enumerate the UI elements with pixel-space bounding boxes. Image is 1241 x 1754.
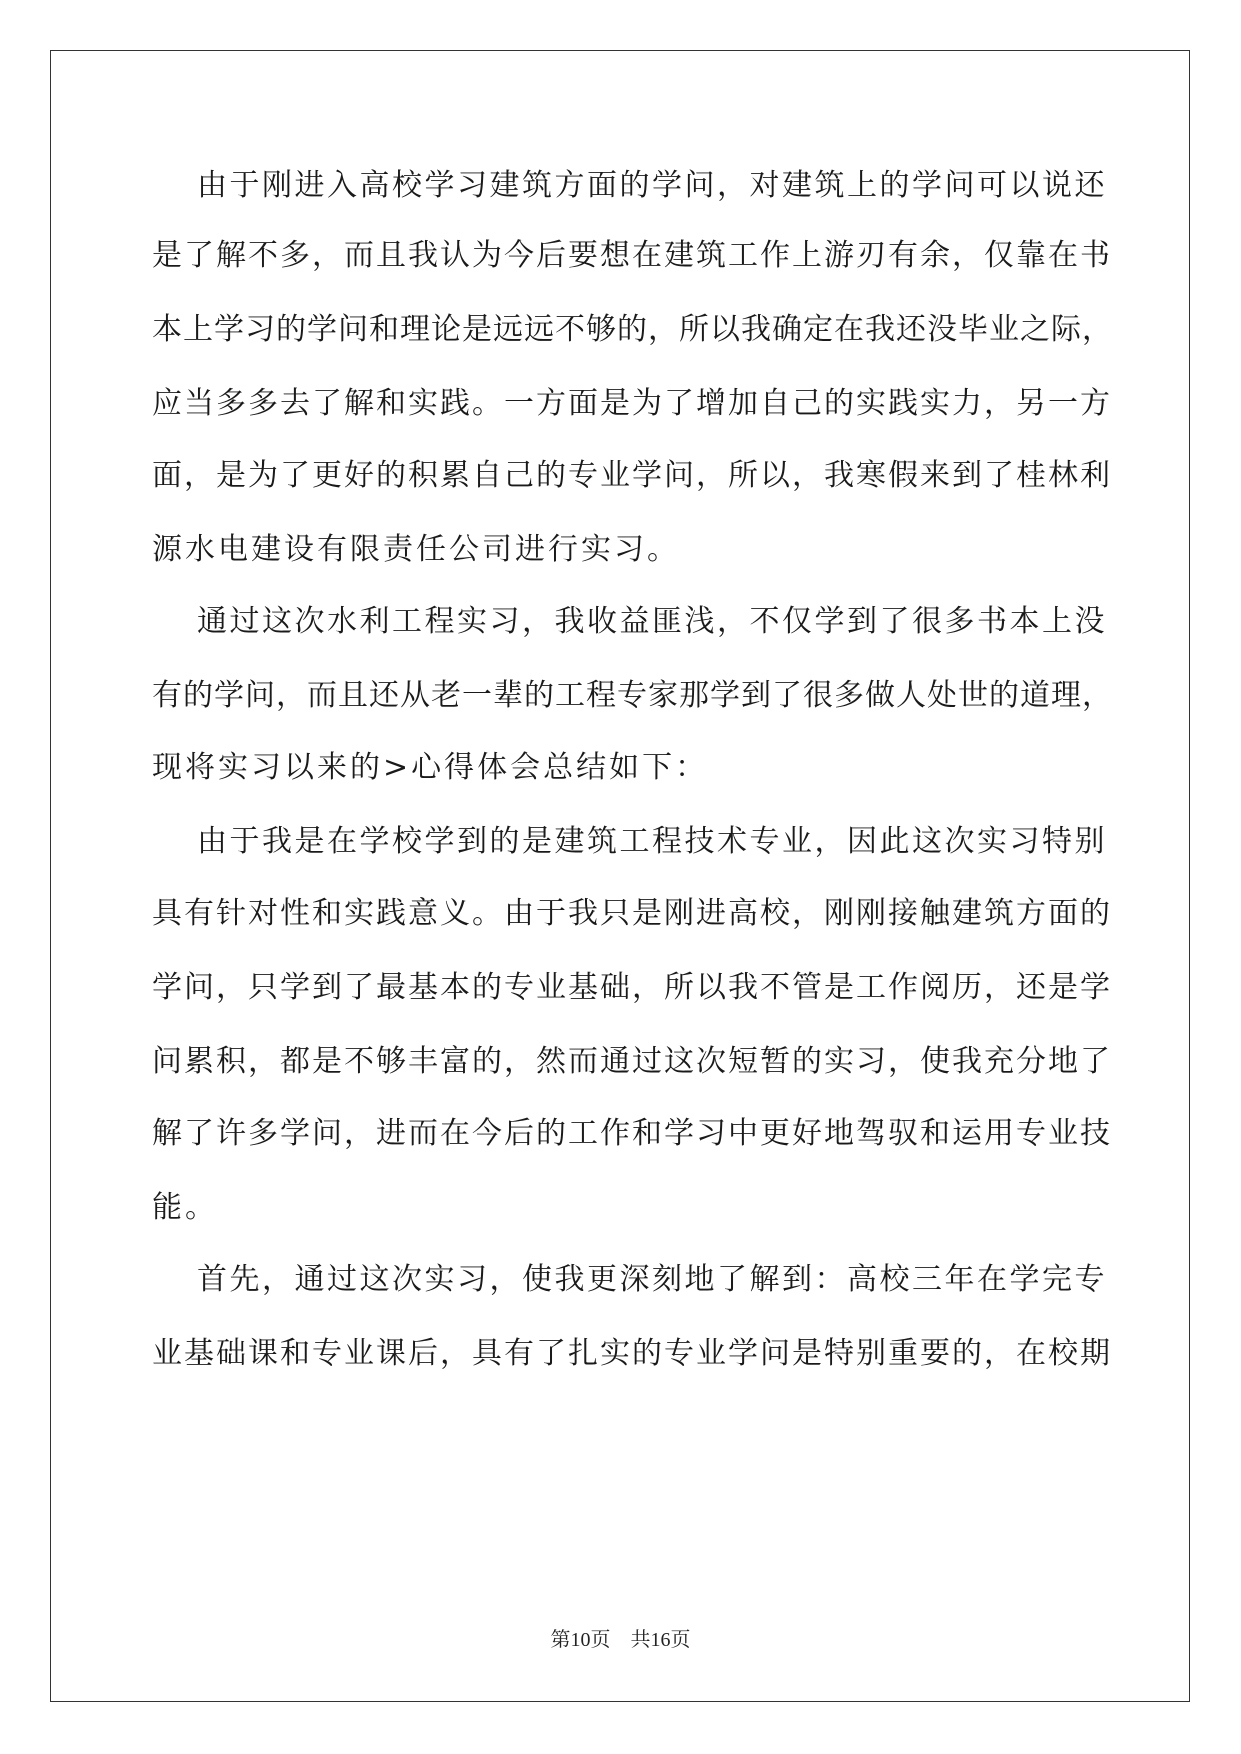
paragraph-3-line-5: 解了许多学问，进而在今后的工作和学习中更好地驾驭和运用专业技 [152, 1116, 1112, 1151]
paragraph-2-line-1: 通过这次水利工程实习，我收益匪浅，不仅学到了很多书本上没 [197, 604, 1107, 639]
paragraph-3-line-1: 由于我是在学校学到的是建筑工程技术专业，因此这次实习特别 [197, 824, 1107, 859]
paragraph-3-line-2: 具有针对性和实践意义。由于我只是刚进高校，刚刚接触建筑方面的 [152, 896, 1112, 931]
paragraph-3-line-6: 能。 [152, 1190, 218, 1225]
paragraph-1-line-6: 源水电建设有限责任公司进行实习。 [152, 532, 680, 567]
paragraph-1-line-3: 本上学习的学问和理论是远远不够的，所以我确定在我还没毕业之际， [152, 312, 1113, 347]
paragraph-3-line-4: 问累积，都是不够丰富的，然而通过这次短暂的实习，使我充分地了 [152, 1044, 1112, 1079]
paragraph-1-line-5: 面，是为了更好的积累自己的专业学问，所以，我寒假来到了桂林利 [152, 458, 1112, 493]
page-number-footer: 第10页 共16页 [550, 1629, 691, 1651]
paragraph-2-line-3: 现将实习以来的>心得体会总结如下： [152, 750, 709, 785]
paragraph-4-line-2: 业基础课和专业课后，具有了扎实的专业学问是特别重要的，在校期 [152, 1336, 1112, 1371]
paragraph-1-line-4: 应当多多去了解和实践。一方面是为了增加自己的实践实力，另一方 [152, 386, 1112, 421]
paragraph-1-line-2: 是了解不多，而且我认为今后要想在建筑工作上游刃有余，仅靠在书 [152, 238, 1112, 273]
paragraph-2-line-2: 有的学问，而且还从老一辈的工程专家那学到了很多做人处世的道理， [152, 678, 1113, 713]
page-border [50, 50, 1190, 1702]
paragraph-1-line-1: 由于刚进入高校学习建筑方面的学问，对建筑上的学问可以说还 [197, 168, 1107, 203]
paragraph-3-line-3: 学问，只学到了最基本的专业基础，所以我不管是工作阅历，还是学 [152, 970, 1112, 1005]
paragraph-4-line-1: 首先，通过这次实习，使我更深刻地了解到：高校三年在学完专 [197, 1262, 1107, 1297]
